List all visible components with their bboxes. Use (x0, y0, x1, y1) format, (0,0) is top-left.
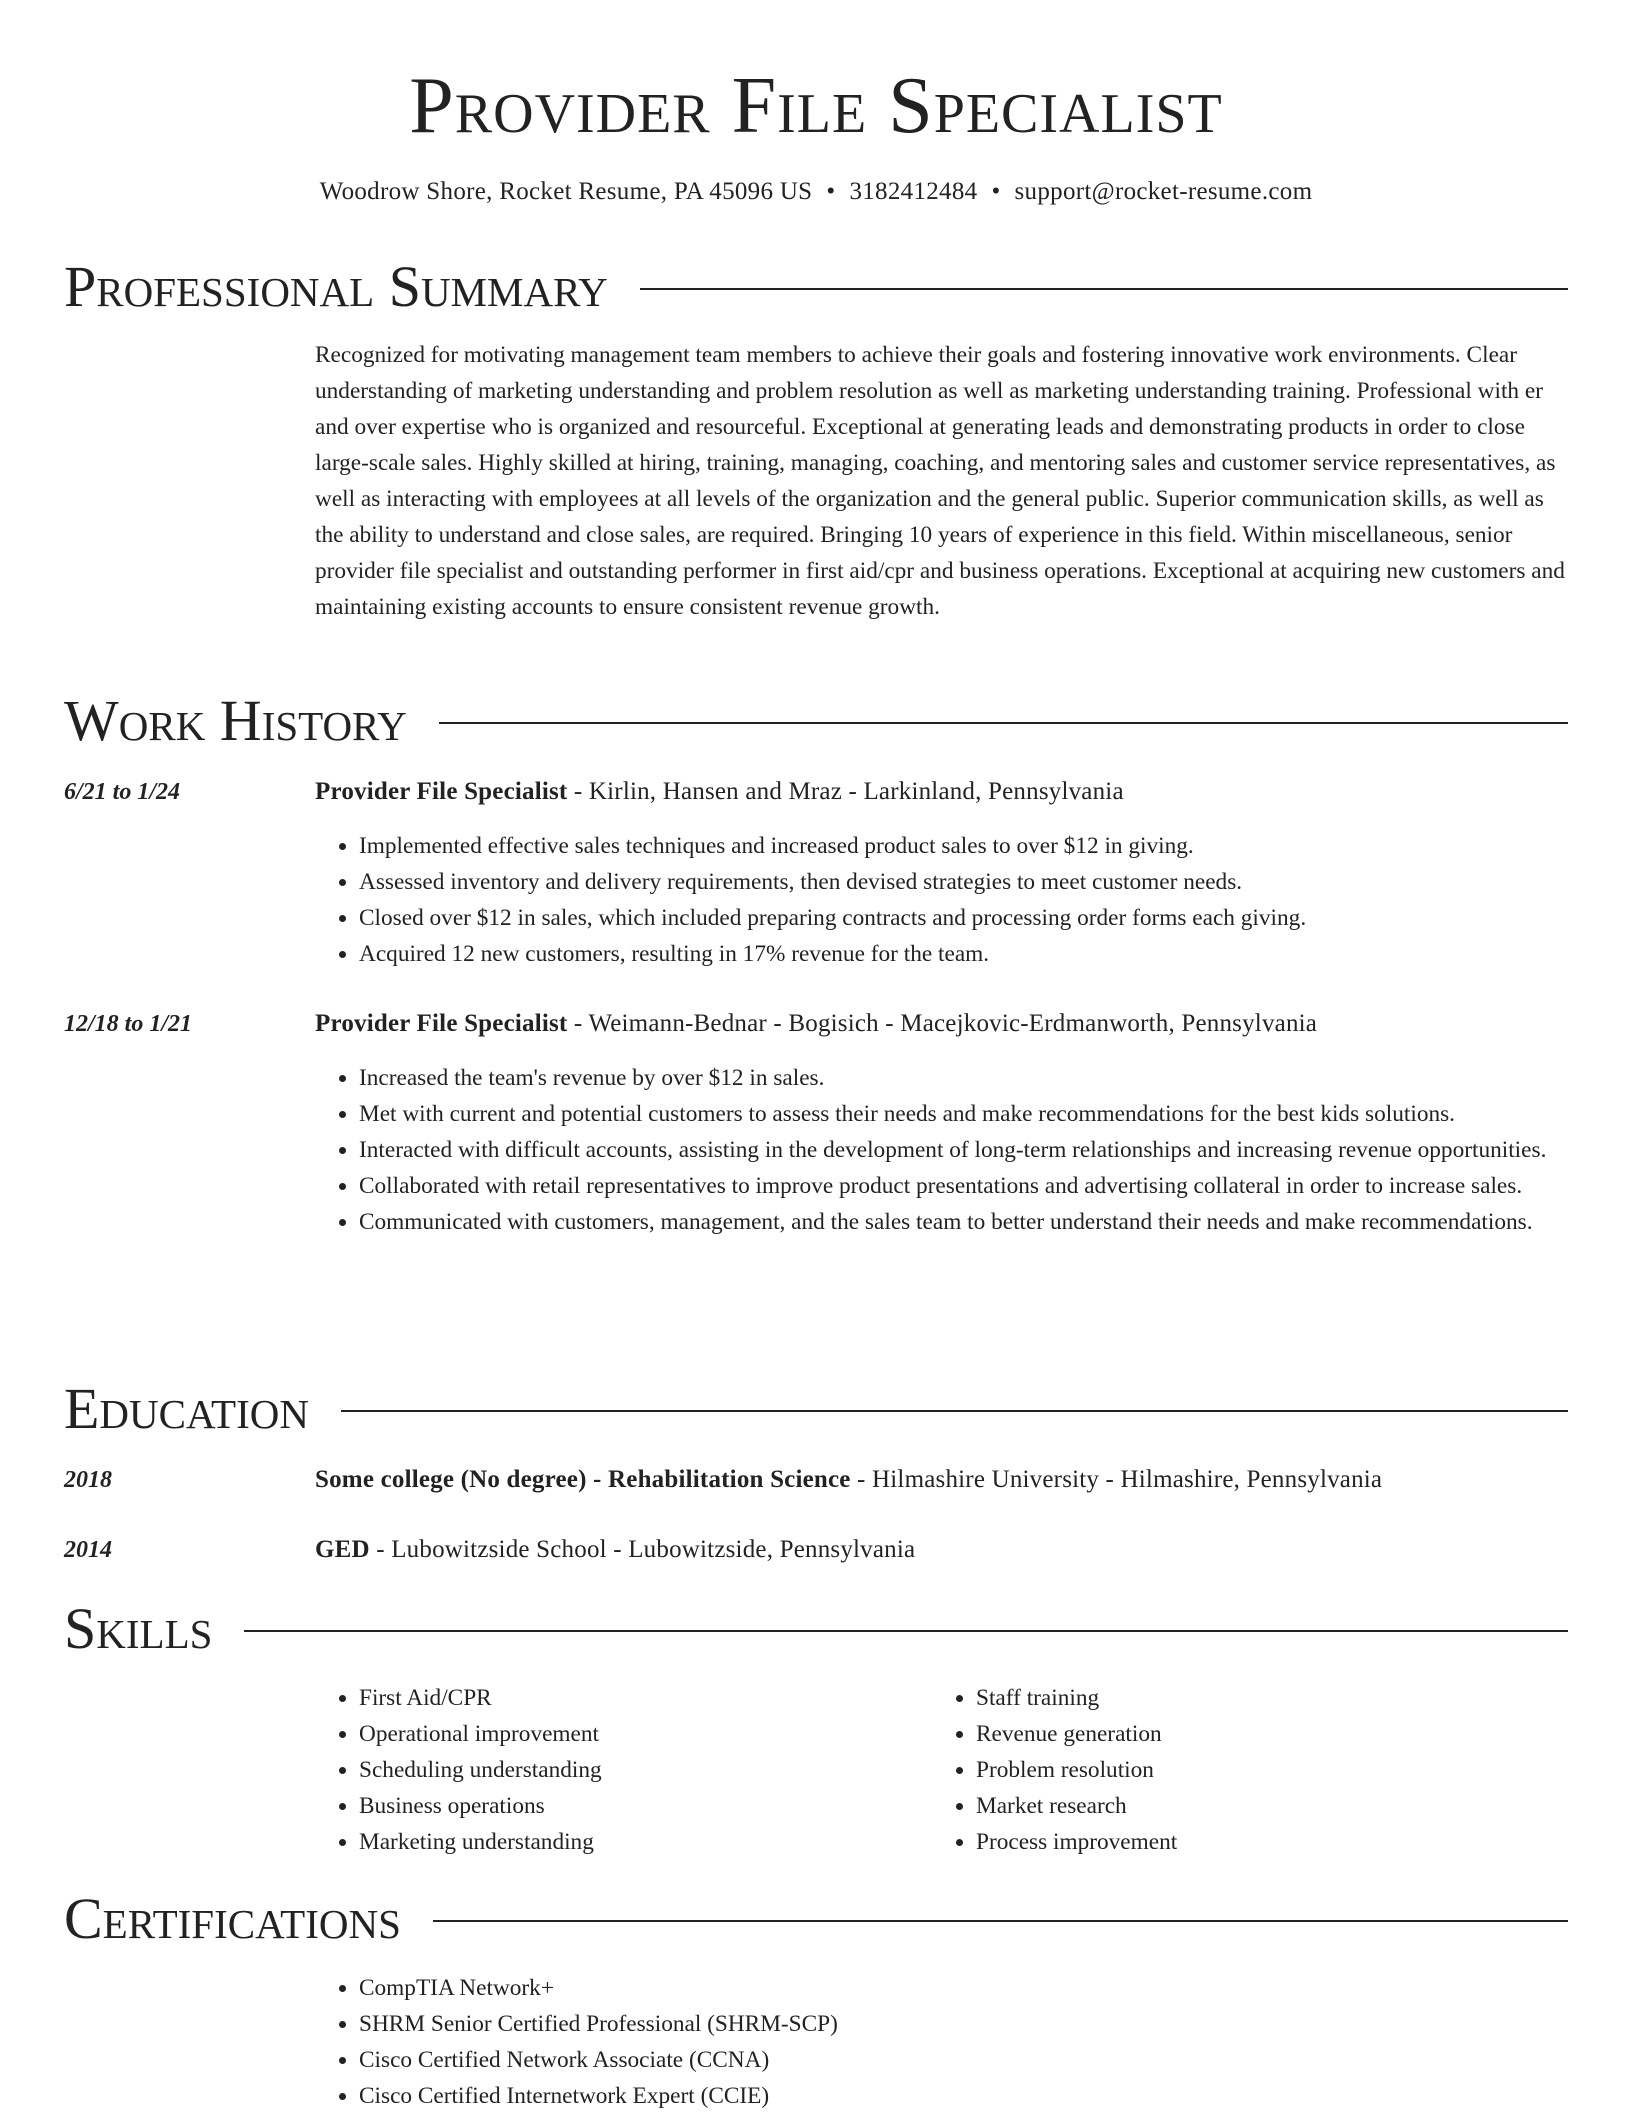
job-title: Provider File Specialist (315, 1010, 568, 1037)
resume-name: Provider File Specialist (409, 62, 1223, 150)
skill-item: • Scheduling understanding (359, 1752, 919, 1788)
skill-item: • Operational improvement (359, 1716, 919, 1752)
contact-separator: • (826, 178, 836, 205)
list-item: • Assessed inventory and delivery requirements, then devised strategies to meet customer needs. (359, 864, 1614, 900)
job-title-line (315, 774, 1570, 810)
education-degree: GED (315, 1536, 370, 1563)
job-employer: - Kirlin, Hansen and Mraz - Larkinland, Pennsylvania (567, 778, 1124, 805)
list-item: • Communicated with customers, management, and the sales team to better understand their needs and make recommendations. (359, 1204, 1614, 1240)
skills-list-left (315, 1680, 919, 1860)
skill-item: • First Aid/CPR (359, 1680, 919, 1716)
skill-item: • Business operations (359, 1788, 919, 1824)
job-bullets (315, 1060, 1614, 1240)
skill-item: • Market research (976, 1788, 1536, 1824)
education-school: - Hilmashire University - Hilmashire, Pennsylvania (850, 1466, 1383, 1493)
skills-section-header (64, 1596, 1568, 1662)
job-employer: - Weimann-Bednar - Bogisich - Macejkovic-Erdmanworth, Pennsylvania (567, 1010, 1318, 1037)
section-divider (439, 722, 1568, 724)
section-divider (433, 1920, 1568, 1922)
section-divider (640, 288, 1568, 290)
certifications-list (315, 1970, 1614, 2114)
list-item: • Increased the team's revenue by over $12 in sales. (359, 1060, 1614, 1096)
section-title: Skills (64, 1596, 213, 1661)
list-item: • Met with current and potential customers to assess their needs and make recommendations for the best kids solutions. (359, 1096, 1614, 1132)
job-title: Provider File Specialist (315, 778, 568, 805)
education-line (315, 1462, 1570, 1498)
education-year: 2014 (64, 1537, 112, 1563)
contact-line (0, 174, 1632, 210)
list-item: • Interacted with difficult accounts, assisting in the development of long-term relationships and increasing revenue opportunities. (359, 1132, 1614, 1168)
skill-item: • Marketing understanding (359, 1824, 919, 1860)
education-section-header (64, 1376, 1568, 1442)
education-degree: Some college (No degree) - Rehabilitation Science (315, 1466, 851, 1493)
job-bullets (315, 828, 1614, 972)
skill-item: • Revenue generation (976, 1716, 1536, 1752)
skill-item: • Staff training (976, 1680, 1536, 1716)
section-title: Professional Summary (64, 254, 608, 319)
education-year: 2018 (64, 1467, 112, 1493)
section-divider (244, 1630, 1568, 1632)
job-dates: 6/21 to 1/24 (64, 779, 181, 805)
certification-item: • Cisco Certified Internetwork Expert (CCIE) (359, 2078, 1614, 2114)
summary-section-header (64, 254, 1568, 320)
skill-item: • Problem resolution (976, 1752, 1536, 1788)
skill-item: • Process improvement (976, 1824, 1536, 1860)
job-title-line (315, 1006, 1570, 1042)
list-item: • Collaborated with retail representatives to improve product presentations and advertising collateral in order to increase sales. (359, 1168, 1614, 1204)
certification-item: • SHRM Senior Certified Professional (SHRM-SCP) (359, 2006, 1614, 2042)
section-title: Education (64, 1376, 309, 1441)
certification-item: • Cisco Certified Network Associate (CCNA) (359, 2042, 1614, 2078)
section-title: Work History (64, 688, 407, 753)
job-dates: 12/18 to 1/21 (64, 1011, 193, 1037)
certification-item: • CompTIA Network+ (359, 1970, 1614, 2006)
summary-text: Recognized for motivating management team members to achieve their goals and fostering innovative work environments. Clear understanding of marketing understanding and problem resolution as well as marketing understanding training. Professional with er and over expertise who is organized and resourceful. Exceptional at generating leads and demonstrating products in order to close large-scale sales. Highly skilled at hiring, training, managing, coaching, and mentoring sales and customer service representatives, as well as interacting with employees at all levels of the organization and the general public. Superior communication skills, as well as the ability to understand and close sales, are required. Bringing 10 years of experience in this field. Within miscellaneous, senior provider file specialist and outstanding performer in first aid/cpr and business operations. Exceptional at acquiring new customers and maintaining existing accounts to ensure consistent revenue growth. (315, 342, 1565, 620)
list-item: • Acquired 12 new customers, resulting in 17% revenue for the team. (359, 936, 1614, 972)
contact-phone: 3182412484 (849, 178, 978, 205)
list-item: • Implemented effective sales techniques and increased product sales to over $12 in giving. (359, 828, 1614, 864)
section-title: Certifications (64, 1886, 401, 1951)
contact-address: Woodrow Shore, Rocket Resume, PA 45096 US (319, 178, 813, 205)
contact-email: support@rocket-resume.com (1014, 178, 1313, 205)
contact-separator: • (991, 178, 1001, 205)
education-school: - Lubowitzside School - Lubowitzside, Pennsylvania (369, 1536, 916, 1563)
list-item: • Closed over $12 in sales, which included preparing contracts and processing order forms each giving. (359, 900, 1614, 936)
education-line (315, 1532, 1570, 1568)
skills-list-right (932, 1680, 1536, 1860)
section-divider (341, 1410, 1568, 1412)
work-section-header (64, 688, 1568, 754)
certifications-section-header (64, 1886, 1568, 1952)
